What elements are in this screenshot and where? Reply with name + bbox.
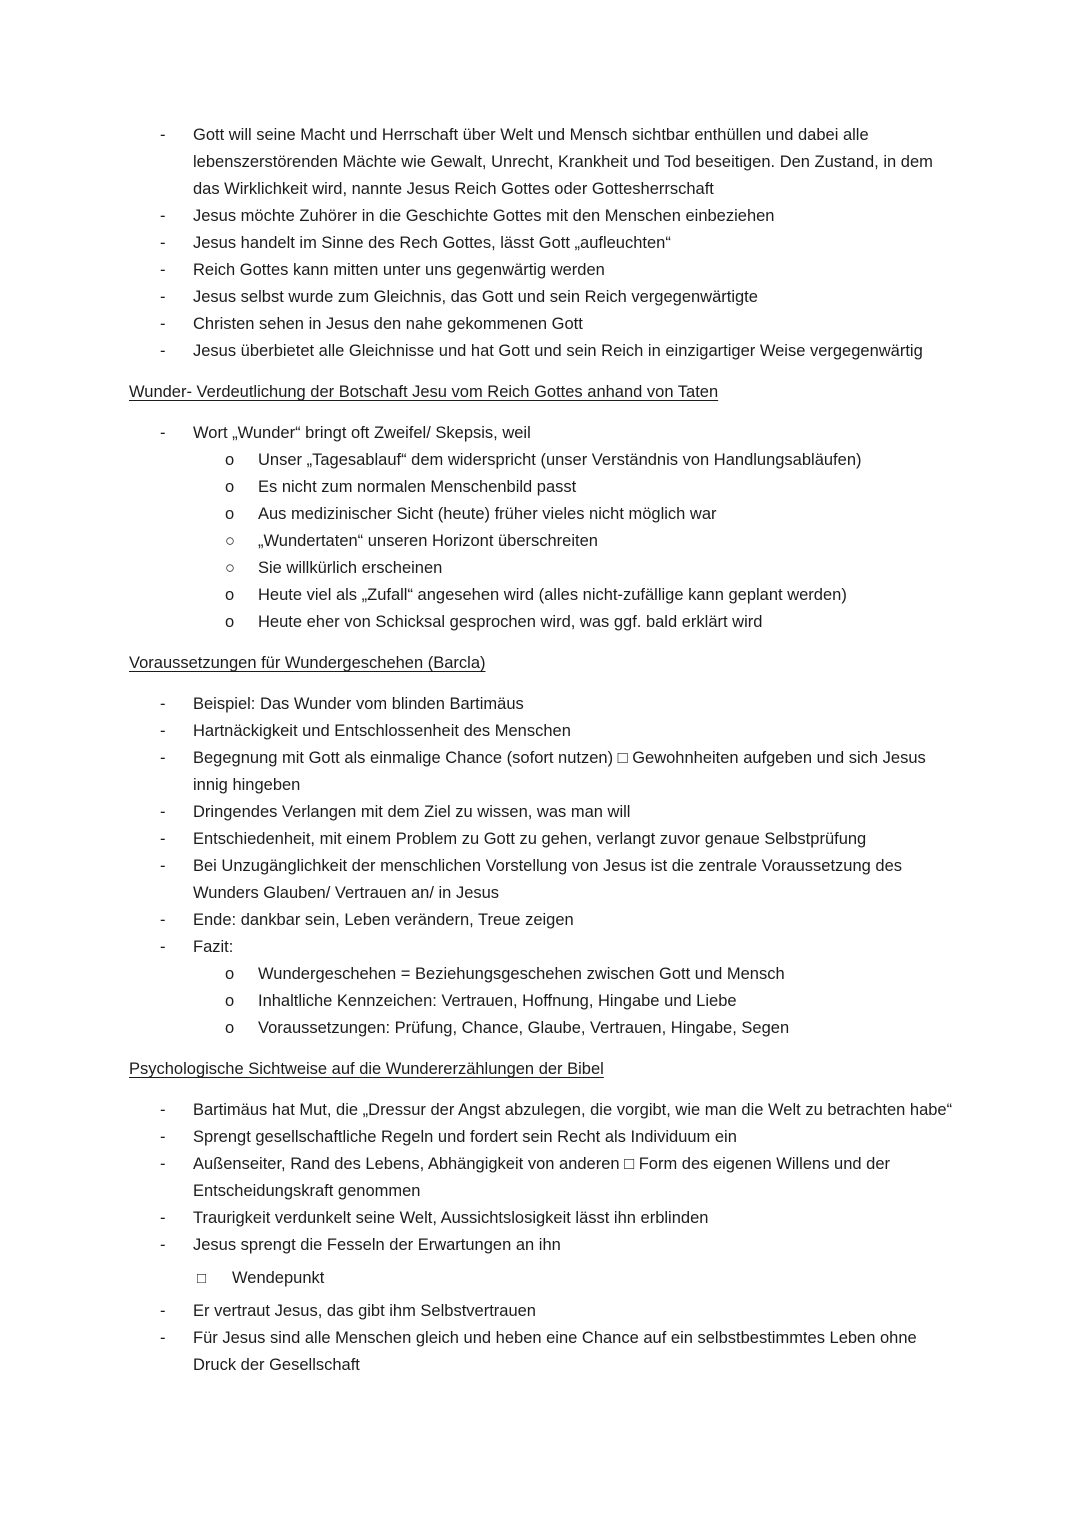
dash-bullet-icon: - (160, 424, 166, 442)
list-item (129, 934, 962, 961)
list-item-text: Es nicht zum normalen Menschenbild passt (258, 478, 577, 496)
dash-bullet-icon: - (160, 695, 166, 713)
list-item-text: Jesus selbst wurde zum Gleichnis, das Gott und sein Reich vergegenwärtigte (193, 288, 758, 306)
list-item (129, 907, 962, 934)
list-item-text: Wundergeschehen = Beziehungsgeschehen zwischen Gott und Mensch (258, 965, 785, 983)
dash-bullet-icon: - (160, 911, 166, 929)
list-item (129, 257, 962, 284)
list-item (129, 1015, 962, 1042)
circle-bullet-icon: ○ (225, 532, 235, 550)
list-item (129, 988, 962, 1015)
missing-glyph-box-icon: □ (197, 1270, 207, 1287)
list-item (129, 203, 962, 230)
list-item-text: Er vertraut Jesus, das gibt ihm Selbstvertrauen (193, 1302, 536, 1320)
list-item-text: Ende: dankbar sein, Leben verändern, Treue zeigen (193, 911, 574, 929)
dash-bullet-icon: - (160, 1329, 166, 1347)
list-item-text: Beispiel: Das Wunder vom blinden Bartimäus (193, 695, 524, 713)
list-item-text: Jesus handelt im Sinne des Rech Gottes, lässt Gott „aufleuchten“ (193, 234, 671, 252)
list-item (129, 961, 962, 988)
list-item (129, 1232, 962, 1259)
list-item (129, 122, 962, 203)
list-item (129, 1151, 962, 1205)
list-item (129, 826, 962, 853)
list-item-text: Entschiedenheit, mit einem Problem zu Gott zu gehen, verlangt zuvor genaue Selbstprüfung (193, 830, 867, 848)
circle-bullet-icon: o (225, 451, 235, 469)
circle-bullet-icon: o (225, 965, 235, 983)
list-item (129, 799, 962, 826)
dash-bullet-icon: - (160, 1236, 166, 1254)
circle-bullet-icon: o (225, 586, 235, 604)
list-item (129, 582, 962, 609)
list-item (129, 1124, 962, 1151)
circle-bullet-icon: o (225, 992, 235, 1010)
list-item-text: Begegnung mit Gott als einmalige Chance (sofort nutzen) □ Gewohnheiten aufgeben und sich Jesus innig hingeben (193, 749, 926, 794)
list-item-text: Heute viel als „Zufall“ angesehen wird (alles nicht-zufällige kann geplant werden) (258, 586, 847, 604)
document-content (129, 122, 962, 1379)
dash-bullet-icon: - (160, 342, 166, 360)
list-item-text: Sie willkürlich erscheinen (258, 559, 443, 577)
list-item-text: Heute eher von Schicksal gesprochen wird, was ggf. bald erklärt wird (258, 613, 763, 631)
list-item-text: Wort „Wunder“ bringt oft Zweifel/ Skepsis, weil (193, 424, 531, 442)
dash-bullet-icon: - (160, 1101, 166, 1119)
list-item-text: „Wundertaten“ unseren Horizont überschreiten (258, 532, 598, 550)
dash-bullet-icon: - (160, 830, 166, 848)
list-item (129, 718, 962, 745)
list-item-text: Dringendes Verlangen mit dem Ziel zu wissen, was man will (193, 803, 631, 821)
list-item-text: Sprengt gesellschaftliche Regeln und fordert sein Recht als Individuum ein (193, 1128, 737, 1146)
list-item (129, 691, 962, 718)
circle-bullet-icon: o (225, 478, 235, 496)
list-item (129, 555, 962, 582)
list-item-text: Aus medizinischer Sicht (heute) früher vieles nicht möglich war (258, 505, 717, 523)
dash-bullet-icon: - (160, 749, 166, 767)
dash-bullet-icon: - (160, 288, 166, 306)
list-item (129, 528, 962, 555)
dash-bullet-icon: - (160, 722, 166, 740)
list-item (129, 1205, 962, 1232)
list-item (129, 311, 962, 338)
dash-bullet-icon: - (160, 261, 166, 279)
list-item-text: Außenseiter, Rand des Lebens, Abhängigkeit von anderen □ Form des eigenen Willens und der Entscheidungskraft genommen (193, 1155, 890, 1200)
list-item (129, 420, 962, 447)
list-item (129, 1325, 962, 1379)
section (129, 1056, 962, 1379)
list-item-text: Jesus sprengt die Fesseln der Erwartungen an ihn (193, 1236, 561, 1254)
list-item-text: Fazit: (193, 938, 234, 956)
dash-bullet-icon: - (160, 857, 166, 875)
list-item-text: Gott will seine Macht und Herrschaft über Welt und Mensch sichtbar enthüllen und dabei alle lebenszerstörenden Mächte wie Gewalt, Unrecht, Krankheit und Tod beseitigen. Den Zustand, in dem das Wirklichkeit wird, nannte Jesus Reich Gottes oder Gottesherrschaft (193, 126, 933, 198)
dash-bullet-icon: - (160, 315, 166, 333)
dash-bullet-icon: - (160, 803, 166, 821)
section-heading: Voraussetzungen für Wundergeschehen (Barcla) (129, 654, 486, 672)
dash-bullet-icon: - (160, 1302, 166, 1320)
dash-bullet-icon: - (160, 1128, 166, 1146)
list-item-text: Inhaltliche Kennzeichen: Vertrauen, Hoffnung, Hingabe und Liebe (258, 992, 737, 1010)
dash-bullet-icon: - (160, 234, 166, 252)
dash-bullet-icon: - (160, 938, 166, 956)
list-item (129, 745, 962, 799)
section-heading: Psychologische Sichtweise auf die Wundererzählungen der Bibel (129, 1060, 604, 1078)
dash-bullet-icon: - (160, 1209, 166, 1227)
circle-bullet-icon: o (225, 505, 235, 523)
list-item-text: Jesus überbietet alle Gleichnisse und hat Gott und sein Reich in einzigartiger Weise vergegenwärtig (193, 342, 923, 360)
list-item (129, 1097, 962, 1124)
list-item (129, 501, 962, 528)
list-item (129, 284, 962, 311)
list-item (129, 447, 962, 474)
list-item (129, 609, 962, 636)
list-item-text: Reich Gottes kann mitten unter uns gegenwärtig werden (193, 261, 605, 279)
circle-bullet-icon: o (225, 613, 235, 631)
section (129, 379, 962, 636)
list-item (129, 1298, 962, 1325)
dash-bullet-icon: - (160, 126, 166, 144)
list-item (129, 853, 962, 907)
section (129, 650, 962, 1042)
list-item-text: Voraussetzungen: Prüfung, Chance, Glaube, Vertrauen, Hingabe, Segen (258, 1019, 790, 1037)
section-heading: Wunder- Verdeutlichung der Botschaft Jesu vom Reich Gottes anhand von Taten (129, 383, 719, 401)
circle-bullet-icon: ○ (225, 559, 235, 577)
dash-bullet-icon: - (160, 1155, 166, 1173)
circle-bullet-icon: o (225, 1019, 235, 1037)
list-item (129, 1265, 962, 1292)
list-item-text: Hartnäckigkeit und Entschlossenheit des Menschen (193, 722, 571, 740)
list-item-text: Wendepunkt (232, 1269, 325, 1287)
list-item-text: Christen sehen in Jesus den nahe gekommenen Gott (193, 315, 583, 333)
list-item-text: Traurigkeit verdunkelt seine Welt, Aussichtslosigkeit lässt ihn erblinden (193, 1209, 709, 1227)
list-item (129, 230, 962, 257)
list-item (129, 338, 962, 365)
list-item-text: Unser „Tagesablauf“ dem widerspricht (unser Verständnis von Handlungsabläufen) (258, 451, 862, 469)
list-item-text: Für Jesus sind alle Menschen gleich und heben eine Chance auf ein selbstbestimmtes Leben ohne Druck der Gesellschaft (193, 1329, 917, 1374)
dash-bullet-icon: - (160, 207, 166, 225)
list-item (129, 474, 962, 501)
list-item-text: Bartimäus hat Mut, die „Dressur der Angst abzulegen, die vorgibt, wie man die Welt zu betrachten habe“ (193, 1101, 953, 1119)
list-item-text: Bei Unzugänglichkeit der menschlichen Vorstellung von Jesus ist die zentrale Voraussetzung des Wunders Glauben/ Vertrauen an/ in Jesus (193, 857, 902, 902)
list-item-text: Jesus möchte Zuhörer in die Geschichte Gottes mit den Menschen einbeziehen (193, 207, 775, 225)
section (129, 122, 962, 365)
